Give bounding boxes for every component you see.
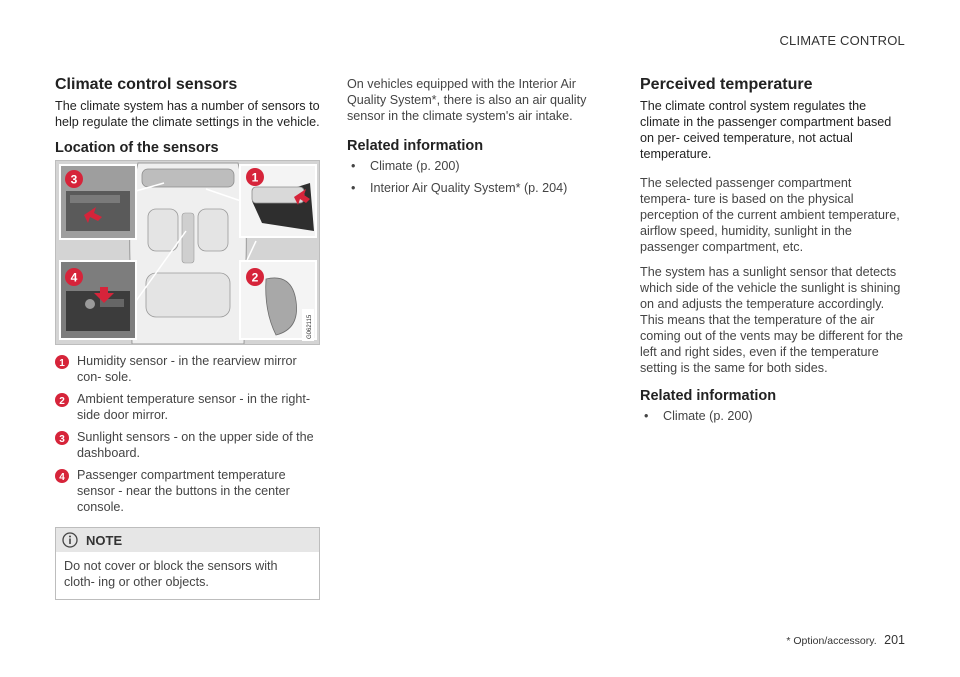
related-link-iaqs[interactable]: • Interior Air Quality System* (p. 204) [347,180,609,196]
column-right [640,76,905,434]
intro-text: The climate system has a number of sensors to help regulate the climate settings in the vehicle. [55,99,320,129]
number-badge-icon [55,355,69,369]
callout-4 [65,268,83,286]
list-item: 4 Passenger compartment temperature sensor - near the buttons in the center console. [55,467,320,515]
perceived-temp-p2: The system has a sunlight sensor that detects which side of the vehicle the sunlight is shining on and adjusts the temperature accordingly. This means that the temperature of the air coming out of the vents may be different for the left and right sides, even if the temperature setting is the same for both sides. [640,265,903,375]
footnote-option: * Option/accessory. [786,635,877,647]
number-badge-icon [55,469,69,483]
page-footer [786,633,905,647]
callout-2 [246,268,264,286]
column-left [55,76,320,600]
number-badge-icon [55,393,69,407]
related-info-title: Related information [347,138,484,154]
running-header: CLIMATE CONTROL [779,33,905,48]
list-item: 2 Ambient temperature sensor - in the right- side door mirror. [55,391,320,423]
callout-1 [246,168,264,186]
svg-text:1: 1 [251,170,259,185]
perceived-temp-title: Perceived temperature [640,76,813,93]
figure-code [302,309,314,341]
note-text: Do not cover or block the sensors with cloth- ing or other objects. [64,559,278,589]
list-item: 1 Humidity sensor - in the rearview mirror con- sole. [55,353,320,385]
svg-text:4: 4 [70,270,78,285]
related-info-title-right: Related information [640,388,777,404]
related-info-list-right [640,408,905,424]
svg-text:3: 3 [59,434,65,445]
callout-3 [65,170,83,188]
number-badge-icon [55,431,69,445]
svg-text:2: 2 [251,270,259,285]
info-icon [62,532,78,548]
page-number: 201 [884,633,905,647]
svg-text:2: 2 [59,396,65,407]
svg-text:G062115: G062115 [307,314,313,339]
svg-text:4: 4 [59,472,65,483]
note-header [56,528,319,552]
related-info-list [347,158,609,196]
perceived-temp-p1: The selected passenger compartment tempera- ture is based on the physical perception of the current ambient temperature, airflow speed, humidity, sunlight in the passenger compartment, etc. [640,176,900,254]
perceived-temp-lead: The climate control system regulates the climate in the passenger compartment based on per- ceived temperature, not actual temperature. [640,99,892,161]
subsection-title: Location of the sensors [55,140,219,156]
sensor-list [55,353,320,515]
section-title: Climate control sensors [55,76,238,93]
list-item: 3 Sunlight sensors - on the upper side of the dashboard. [55,429,320,461]
sensor-location-figure [55,160,320,345]
svg-text:1: 1 [59,358,65,369]
related-link-climate-right[interactable]: • Climate (p. 200) [640,408,905,424]
note-label: NOTE [86,532,123,548]
column-middle [347,76,609,206]
air-quality-text: On vehicles equipped with the Interior Air Quality System*, there is also an air quality sensor in the climate system's air intake. [347,77,587,123]
note-box [55,527,320,600]
svg-text:3: 3 [70,172,78,187]
related-link-climate[interactable]: • Climate (p. 200) [347,158,609,174]
